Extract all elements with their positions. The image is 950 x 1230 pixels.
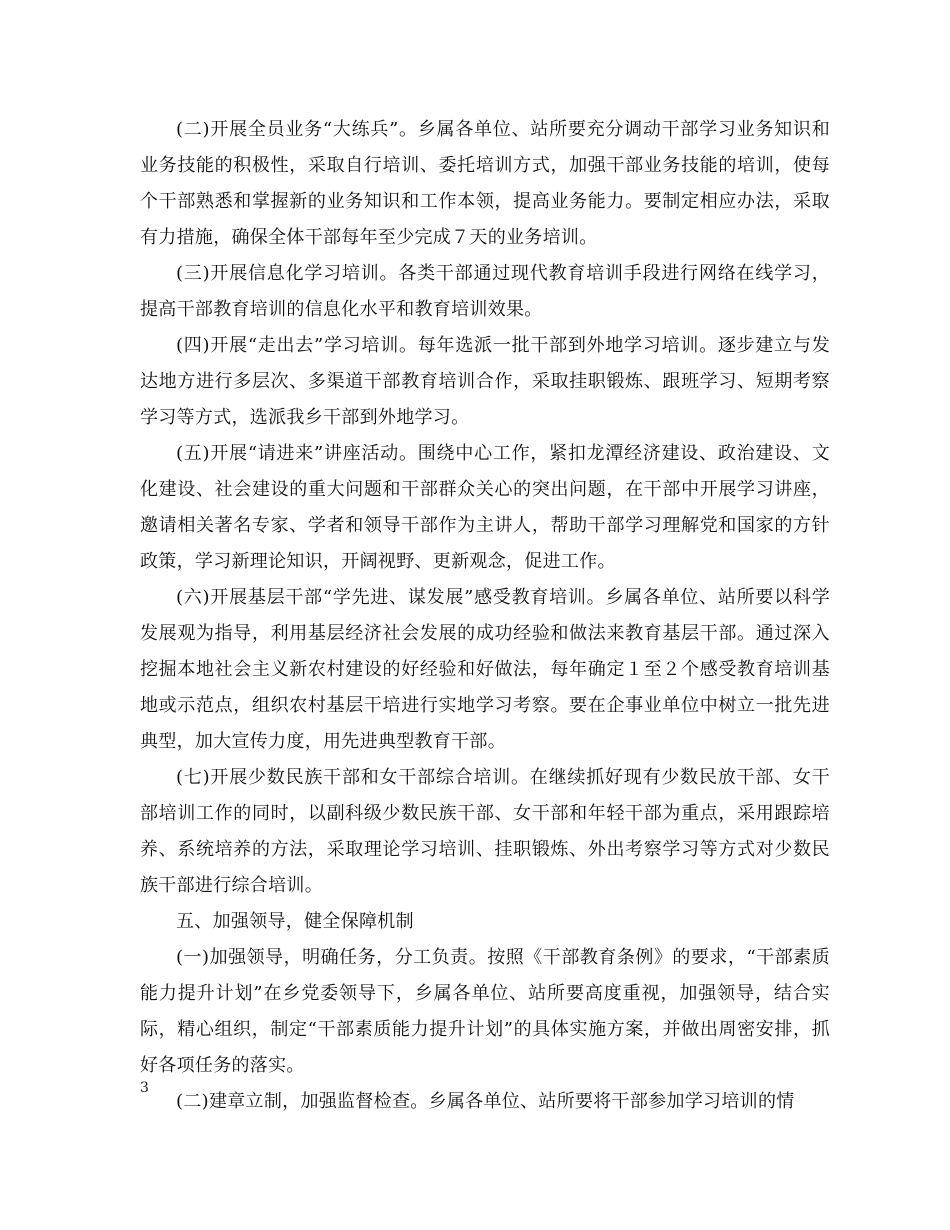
paragraph-7: (七)开展少数民族干部和女干部综合培训。在继续抓好现有少数民放干部、女干部培训工作的同时，以副科级少数民族干部、女干部和年轻干部为重点，采用跟踪培养、系统培养的方法，采取理论学习培训、挂职锻炼、外出考察学习等方式对少数民族干部进行综合培训。 xyxy=(140,767,830,896)
paragraph-3: (三)开展信息化学习培训。各类干部通过现代教育培训手段进行网络在线学习，提高干部教育培训的信息化水平和教育培训效果。 xyxy=(140,263,830,320)
paragraph-6: (六)开展基层干部“学先进、谋发展”感受教育培训。乡属各单位、站所要以科学发展观为指导，利用基层经济社会发展的成功经验和做法来教育基层干部。通过深入挖掘本地社会主义新农村建设的好经验和好做法，每年确定１至２个感受教育培训基地或示范点，组织农村基层干培进行实地学习考察。要在企事业单位中树立一批先进典型，加大宣传力度，用先进典型教育干部。 xyxy=(140,587,830,752)
paragraph-4: (四)开展“走出去”学习培训。每年选派一批干部到外地学习培训。逐步建立与发达地方进行多层次、多渠道干部教育培训合作，采取挂职锻炼、跟班学习、短期考察学习等方式，选派我乡干部到外地学习。 xyxy=(140,335,830,428)
paragraph-8: (一)加强领导，明确任务，分工负责。按照《干部教育条例》的要求，“干部素质能力提升计划”在乡党委领导下，乡属各单位、站所要高度重视，加强领导，结合实际，精心组织，制定“干部素质能力提升计划”的具体实施方案，并做出周密安排，抓好各项任务的落实。 xyxy=(140,947,830,1076)
paragraph-5: (五)开展“请进来”讲座活动。围绕中心工作，紧扣龙潭经济建设、政治建设、文化建设、社会建设的重大问题和干部群众关心的突出问题，在干部中开展学习讲座，邀请相关著名专家、学者和领导干部作为主讲人，帮助干部学习理解党和国家的方针政策，学习新理论知识，开阔视野、更新观念，促进工作。 xyxy=(140,443,830,572)
paragraph-2: (二)开展全员业务“大练兵”。乡属各单位、站所要充分调动干部学习业务知识和业务技能的积极性，采取自行培训、委托培训方式，加强干部业务技能的培训，使每个干部熟悉和掌握新的业务知识和工作本领，提高业务能力。要制定相应办法，采取有力措施，确保全体干部每年至少完成７天的业务培训。 xyxy=(140,119,830,248)
page-number: 3 xyxy=(140,1080,149,1096)
section-heading: 五、加强领导，健全保障机制 xyxy=(176,911,414,932)
document-body xyxy=(140,112,830,1120)
paragraph-9: (二)建章立制，加强监督检查。乡属各单位、站所要将干部参加学习培训的情 xyxy=(176,1091,795,1112)
